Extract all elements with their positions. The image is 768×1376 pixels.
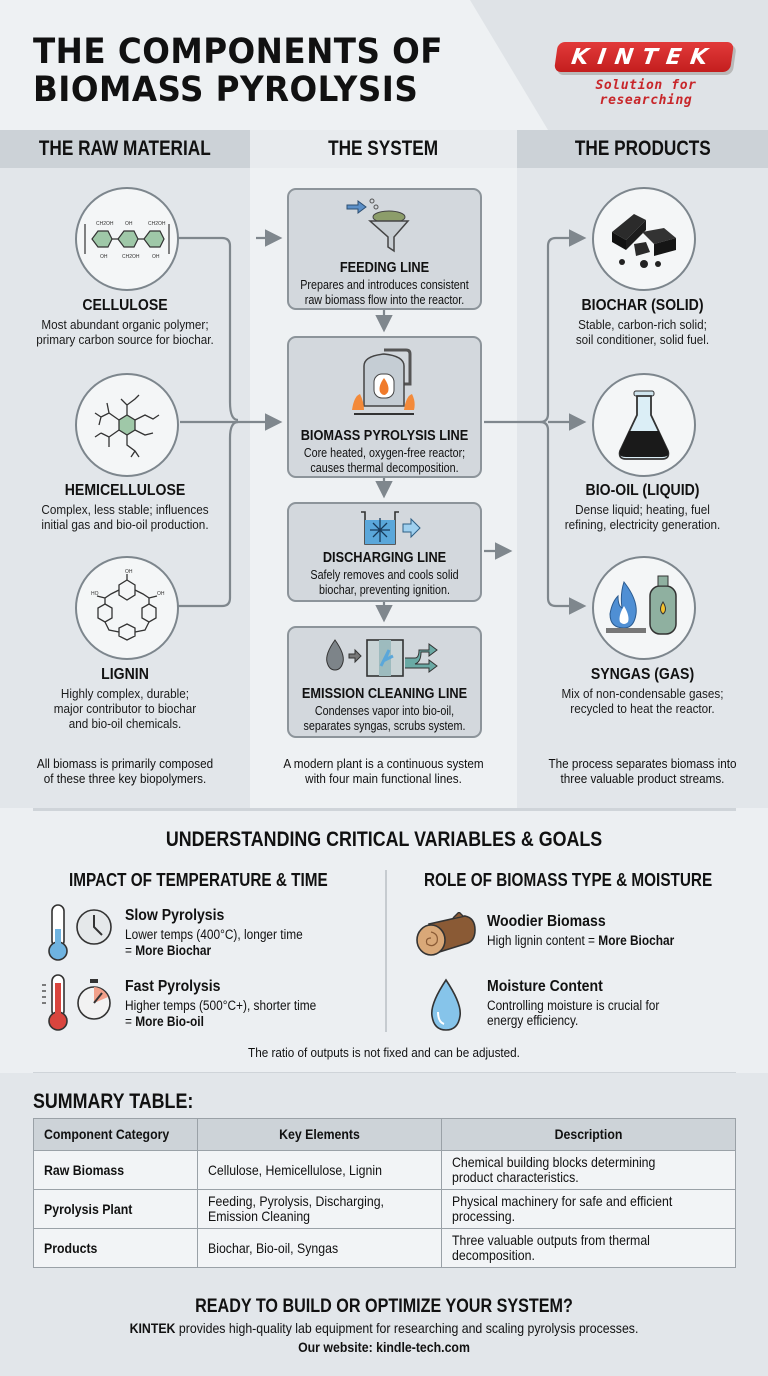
svg-text:HO: HO [91,591,99,597]
slow-pyrolysis-result: = More Biochar [125,943,212,958]
biochar-desc: Stable, carbon-rich solid; soil conditioner, solid fuel. [575,317,710,347]
table-row [34,1151,736,1190]
feeding-line-box [287,188,482,310]
table-cell: Feeding, Pyrolysis, Discharging, Emission Cleaning [198,1190,442,1229]
table-row [34,1229,736,1268]
fast-pyrolysis-result: = More Bio-oil [125,1014,204,1029]
slow-pyrolysis-title: Slow Pyrolysis [125,907,225,924]
gas-cylinder-flame-icon [592,556,696,660]
title-line-1: THE COMPONENTS OF [33,32,443,72]
table-cell: Pyrolysis Plant [34,1190,198,1229]
table-header-row [34,1119,736,1151]
svg-text:OH: OH [125,221,133,227]
lignin-molecule-icon [75,556,179,660]
table-header: Key Elements [198,1119,442,1151]
column-header-raw-label: THE RAW MATERIAL [39,137,211,160]
lignin-desc: Highly complex, durable; major contributor to biochar and bio-oil chemicals. [53,686,197,731]
table-cell: Three valuable outputs from thermal decomposition. [442,1229,736,1268]
bio-oil-desc: Dense liquid; heating, fuel refining, electricity generation. [564,502,721,532]
hemicellulose-desc: Complex, less stable; influences initial gas and bio-oil production. [41,502,209,532]
variables-divider [385,870,387,1032]
thermometer-clock-icon [46,903,116,963]
woodier-biomass-text: High lignin content = More Biochar [487,933,675,948]
funnel-icon [344,195,424,255]
kintek-logo [556,42,736,108]
biomass-moisture-heading: ROLE OF BIOMASS TYPE & MOISTURE [424,870,713,890]
cooling-tank-icon [357,508,427,548]
fast-pyrolysis-text: Higher temps (500°C+), shorter time [125,998,317,1013]
website-link[interactable]: Our website: kindle-tech.com [298,1339,470,1355]
cellulose-title: CELLULOSE [82,297,168,314]
syngas-title: SYNGAS (GAS) [590,666,695,683]
page-title [33,33,443,109]
table-cell: Biochar, Bio-oil, Syngas [198,1229,442,1268]
hemicellulose-title: HEMICELLULOSE [64,482,186,499]
raw-material-note: All biomass is primarily composed of these three key biopolymers. [36,756,214,786]
column-header-system-label: THE SYSTEM [328,137,439,160]
pyrolysis-line-title: BIOMASS PYROLYSIS LINE [300,428,469,444]
pyrolysis-line-desc: Core heated, oxygen-free reactor; causes thermal decomposition. [303,446,466,475]
bio-oil-title: BIO-OIL (LIQUID) [585,482,700,499]
discharging-line-desc: Safely removes and cools solid biochar, preventing ignition. [310,568,459,597]
table-header: Component Category [34,1119,198,1151]
table-cell: Products [34,1229,198,1268]
flask-icon [592,373,696,477]
system-note: A modern plant is a continuous system with four main functional lines. [283,756,484,786]
emission-cleaning-line-box [287,626,482,738]
cta-text: KINTEK provides high-quality lab equipment for researching and scaling pyrolysis processes. [129,1320,639,1336]
temperature-time-heading: IMPACT OF TEMPERATURE & TIME [69,870,328,890]
summary-title: SUMMARY TABLE: [33,1090,194,1113]
svg-text:OH: OH [152,254,160,260]
variables-title: UNDERSTANDING CRITICAL VARIABLES & GOALS [165,828,603,851]
table-cell: Physical machinery for safe and efficient processing. [442,1190,736,1229]
reactor-flame-icon [344,344,424,422]
cellulose-molecule-icon [75,187,179,291]
wood-log-icon [413,912,477,962]
emission-cleaning-line-title: EMISSION CLEANING LINE [301,686,468,702]
condenser-icon [323,636,449,680]
svg-text:OH: OH [100,254,108,260]
svg-text:CH2OH: CH2OH [122,254,140,260]
table-cell: Chemical building blocks determining product characteristics. [442,1151,736,1190]
moisture-content-title: Moisture Content [487,978,603,995]
discharging-line-box [287,502,482,602]
column-headers [0,130,768,168]
feeding-line-title: FEEDING LINE [339,260,430,276]
svg-text:CH2OH: CH2OH [148,221,166,227]
discharging-line-title: DISCHARGING LINE [322,550,447,566]
pyrolysis-line-box [287,336,482,478]
table-cell: Raw Biomass [34,1151,198,1190]
svg-text:OH: OH [157,591,165,597]
thermometer-stopwatch-icon [40,973,116,1033]
syngas-desc: Mix of non-condensable gases; recycled to heat the reactor. [561,686,724,716]
variables-note: The ratio of outputs is not fixed and can be adjusted. [248,1045,520,1060]
cta-title: READY TO BUILD OR OPTIMIZE YOUR SYSTEM? [195,1296,573,1317]
lignin-title: LIGNIN [101,666,149,683]
svg-text:CH2OH: CH2OH [96,221,114,227]
hemicellulose-molecule-icon [75,373,179,477]
charcoal-icon [592,187,696,291]
logo-tagline: Solution for researching [595,78,697,108]
cellulose-desc: Most abundant organic polymer; primary carbon source for biochar. [36,317,214,347]
woodier-biomass-title: Woodier Biomass [487,913,606,930]
column-header-products [517,130,768,168]
slow-pyrolysis-text: Lower temps (400°C), longer time [125,927,303,942]
summary-table [33,1118,736,1268]
emission-cleaning-line-desc: Condenses vapor into bio-oil, separates syngas, scrubs system. [303,704,466,733]
column-header-products-label: THE PRODUCTS [574,137,711,160]
section-divider-top [33,808,736,811]
logo-text: KINTEK [569,44,719,70]
biochar-title: BIOCHAR (SOLID) [581,297,704,314]
table-row [34,1190,736,1229]
water-drop-icon [426,978,466,1032]
title-line-2: BIOMASS PYROLYSIS [33,70,419,110]
logo-badge [554,42,734,72]
products-note: The process separates biomass into three valuable product streams. [548,756,737,786]
column-header-system [250,130,517,168]
table-header: Description [442,1119,736,1151]
column-header-raw [0,130,250,168]
svg-text:OH: OH [125,569,133,575]
table-cell: Cellulose, Hemicellulose, Lignin [198,1151,442,1190]
fast-pyrolysis-title: Fast Pyrolysis [125,978,221,995]
moisture-content-text: Controlling moisture is crucial for energy efficiency. [487,998,660,1028]
feeding-line-desc: Prepares and introduces consistent raw biomass flow into the reactor. [300,278,469,307]
